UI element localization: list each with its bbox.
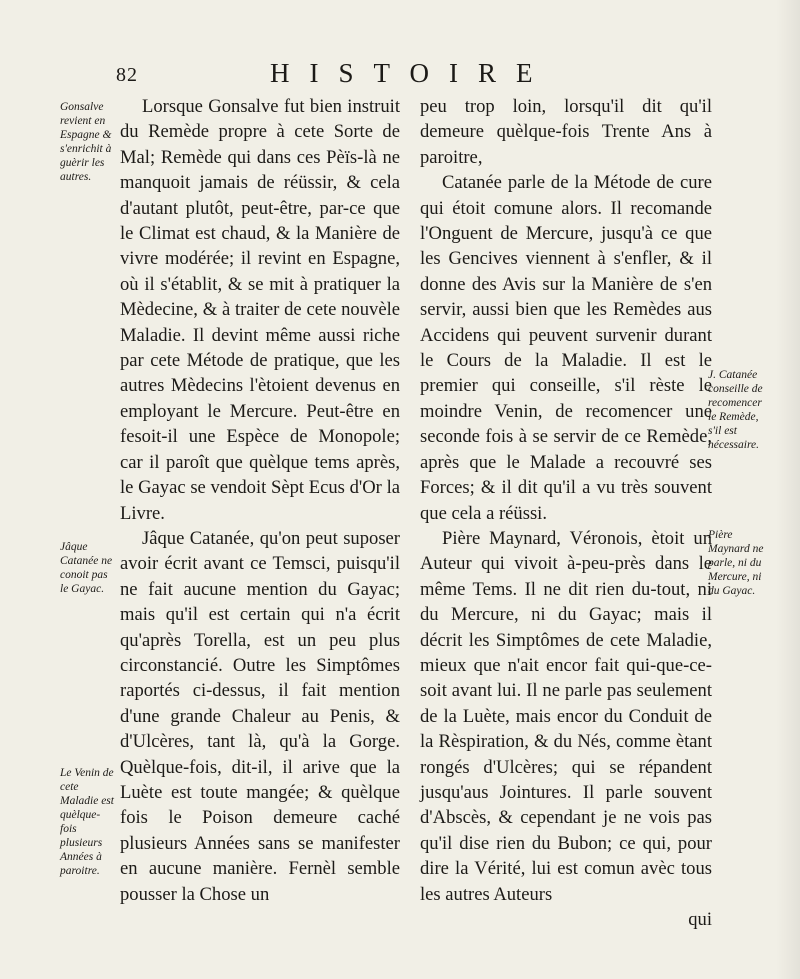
scan-shadow [776, 0, 800, 979]
page-number: 82 [116, 64, 138, 86]
margin-note-jaque-catanee: Jâque Catanée ne conoit pas le Gayac. [60, 541, 113, 595]
paragraph-continuation: peu trop loin, lorsqu'il dit qu'il demeure quèlque-fois Trente Ans à paroitre, [420, 96, 712, 168]
left-column [120, 94, 400, 907]
running-title: HISTOIRE [270, 58, 553, 88]
catchword: qui [688, 909, 712, 930]
paragraph-catanee-methode: Catanée parle de la Métode de cure qui étoit comune alors. Il recomande l'Onguent de Mercure, jusqu'à ce que les Gencives viennent à s'enfler, & il donne des Avis sur la Manière de s'en servir, aussi bien que les Remèdes aus Accidens qui peuvent survenir durant le Cours de la Maladie. Il est le premier qui conseille, s'il rèste le moindre Venin, de recomencer une seconde fois à se servir de ce Remède, après que le Malade a recouvré ses Forces; & il dit qu'il a vu très souvent que cela a réüssi. [420, 172, 712, 524]
right-column [420, 94, 712, 932]
margin-note-gonsalve: Gonsalve revient en Espagne & s'enrichit à guèrir les autres. [60, 101, 112, 183]
margin-note-maynard: Pière Maynard ne parle, ni du Mercure, ni du Gayac. [708, 529, 764, 597]
margin-note-venin: Le Venin de cete Maladie est quèlque-fois plusieurs Années à paroitre. [60, 767, 114, 877]
margin-note-catanee-conseille: J. Catanée conseille de recomencer le Remède, s'il est nécessaire. [708, 369, 763, 451]
paragraph-gonsalve: Lorsque Gonsalve fut bien instruit du Remède propre à cete Sorte de Mal; Remède qui dans ces Pèïs-là ne manquoit jamais de réüssir, & cela d'autant plutôt, peut-être, par-ce que le Climat est chaud, & la Manière de vivre modérée; il revint en Espagne, où il s'établit, & se mit à pratiquer la Mèdecine, & à traiter de cete nouvèle Maladie. Il devint même aussi riche par cete Métode de pratique, que les autres Mèdecins l'ètoient devenus en employant le Mercure. Peut-être en fesoit-il une Espèce de Monopole; car il paroît que quèlque tems après, le Gayac se vendoit Sèpt Ecus d'Or la Livre. [120, 96, 400, 524]
paragraph-jaque-catanee: Jâque Catanée, qu'on peut suposer avoir écrit avant ce Temsci, puisqu'il ne fait aucune mention du Gayac; mais qu'il est certain qui n'a écrit qu'après Torella, est un peu plus circonstancié. Outre les Simptômes raportés ci-dessus, il fait mention d'une grande Chaleur au Penis, & d'Ulcères, tant là, qu'à la Gorge. Quèlque-fois, dit-il, il arive que la Luète est toute mangée; & quèlque fois le Poison demeure caché plusieurs Années sans se manifester en aucune manière. Fernèl semble pousser la Chose un [120, 527, 400, 905]
paragraph-maynard: Pière Maynard, Véronois, ètoit un Auteur qui vivoit à-peu-près dans le même Tems. Il ne dit rien du-tout, ni du Mercure, ni du Gayac; mais il décrit les Simptômes de cete Maladie, mieux que n'ait encor fait qui-que-ce-soit avant lui. Il ne parle pas seulement de la Luète, mais encor du Conduit de la Rèspiration, & du Nés, comme ètant rongés d'Ulcères; qui se répandent jusqu'aus Jointures. Il parle souvent d'Abscès, & cependant je ne vois pas qu'il dise rien du Bubon; ce qui, pour dire la Vérité, lui est comun avèc tous les autres Auteurs [420, 527, 712, 905]
page-header [0, 56, 800, 90]
